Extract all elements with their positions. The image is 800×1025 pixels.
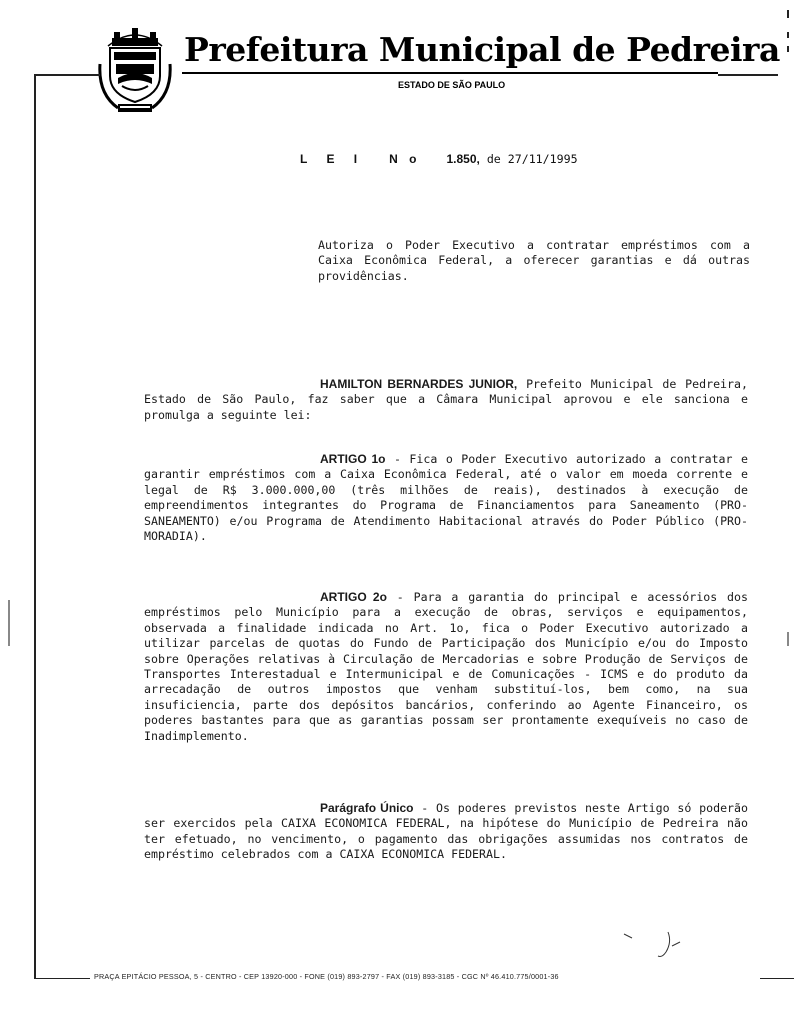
footer-text: PRAÇA EPITÁCIO PESSOA, 5 - CENTRO - CEP 13920-000 - FONE (019) 893-2797 - FAX (019) 893-3185 - CGC Nº 46.410.775/0001-36	[94, 972, 559, 981]
page-title: Prefeitura Municipal de Pedreira	[184, 30, 780, 69]
sole-paragraph	[144, 801, 748, 863]
preamble-text: Prefeito Municipal de Pedreira, Estado de São Paulo, faz saber que a Câmara Municipal aprovou e ele sanciona e promulga a seguinte lei:	[144, 377, 748, 422]
mayor-name: HAMILTON BERNARDES JUNIOR,	[320, 377, 518, 391]
sole-paragraph-label: Parágrafo Único	[320, 801, 414, 815]
sole-paragraph-text: - Os poderes previstos neste Artigo só poderão ser exercidos pela CAIXA ECONOMICA FEDERAL, na hipótese do Município de Pedreira não ter efetuado, no vencimento, o pagamento das obrigações assumidas nos contratos de empréstimo celebrados com a CAIXA ECONOMICA FEDERAL.	[144, 801, 748, 862]
scan-mark	[787, 10, 789, 54]
law-label: L E I	[300, 152, 366, 166]
article-2-text: - Para a garantia do principal e acessórios dos empréstimos pelo Município para a execução de obras, serviços e equipamentos, observada a finalidade indicada no Art. 1o, fica o Poder Executivo autorizado a utilizar parcelas de quotas do Fundo de Participação dos Município e/ou do Imposto sobre Operações relativas à Circulação de Mercadorias e sobre Produção de Serviços de Transportes Interestadual e Intermunicipal e de Comunicações - ICMS e do produto da arrecadação de outros impostos que venham substituí-los, bem como, na sua insuficiencia, parte dos depósitos bancários, conferindo ao Agente Financeiro, os poderes bastantes para que as garantias possam ser prontamente exequíveis no caso de Inadimplemento.	[144, 590, 748, 743]
article-1-label: ARTIGO 1o	[320, 452, 386, 466]
scan-mark	[8, 600, 10, 646]
law-date: de 27/11/1995	[479, 152, 578, 166]
law-heading	[300, 150, 578, 168]
frame-line	[34, 74, 36, 979]
frame-line	[34, 74, 100, 76]
municipal-crest-icon	[98, 24, 172, 116]
preamble-paragraph	[144, 377, 748, 423]
law-number: 1.850,	[446, 152, 480, 166]
article-2-paragraph	[144, 590, 748, 744]
law-number-label: N o	[389, 152, 421, 166]
article-2-label: ARTIGO 2o	[320, 590, 387, 604]
scan-mark	[787, 632, 789, 646]
article-1-paragraph	[144, 452, 748, 544]
law-summary: Autoriza o Poder Executivo a contratar empréstimos com a Caixa Econômica Federal, a oferecer garantias e dá outras providências.	[318, 238, 750, 283]
footer-rule	[34, 978, 90, 979]
footer-address	[34, 972, 794, 986]
state-subtitle: ESTADO DE SÃO PAULO	[398, 80, 506, 90]
frame-line	[718, 74, 778, 76]
signature-mark-icon	[610, 928, 690, 964]
title-underline	[182, 72, 718, 74]
article-1-text: - Fica o Poder Executivo autorizado a contratar e garantir empréstimos com a Caixa Econômica Federal, até o valor em moeda corrente e legal de R$ 3.000.000,00 (três milhões de reais), destinados à execução de empreendimentos integrantes do Programa de Financiamentos para Saneamento (PRO-SANEAMENTO) e/ou Programa de Atendimento Habitacional através do Poder Público (PRO-MORADIA).	[144, 452, 748, 544]
footer-rule	[760, 978, 794, 979]
